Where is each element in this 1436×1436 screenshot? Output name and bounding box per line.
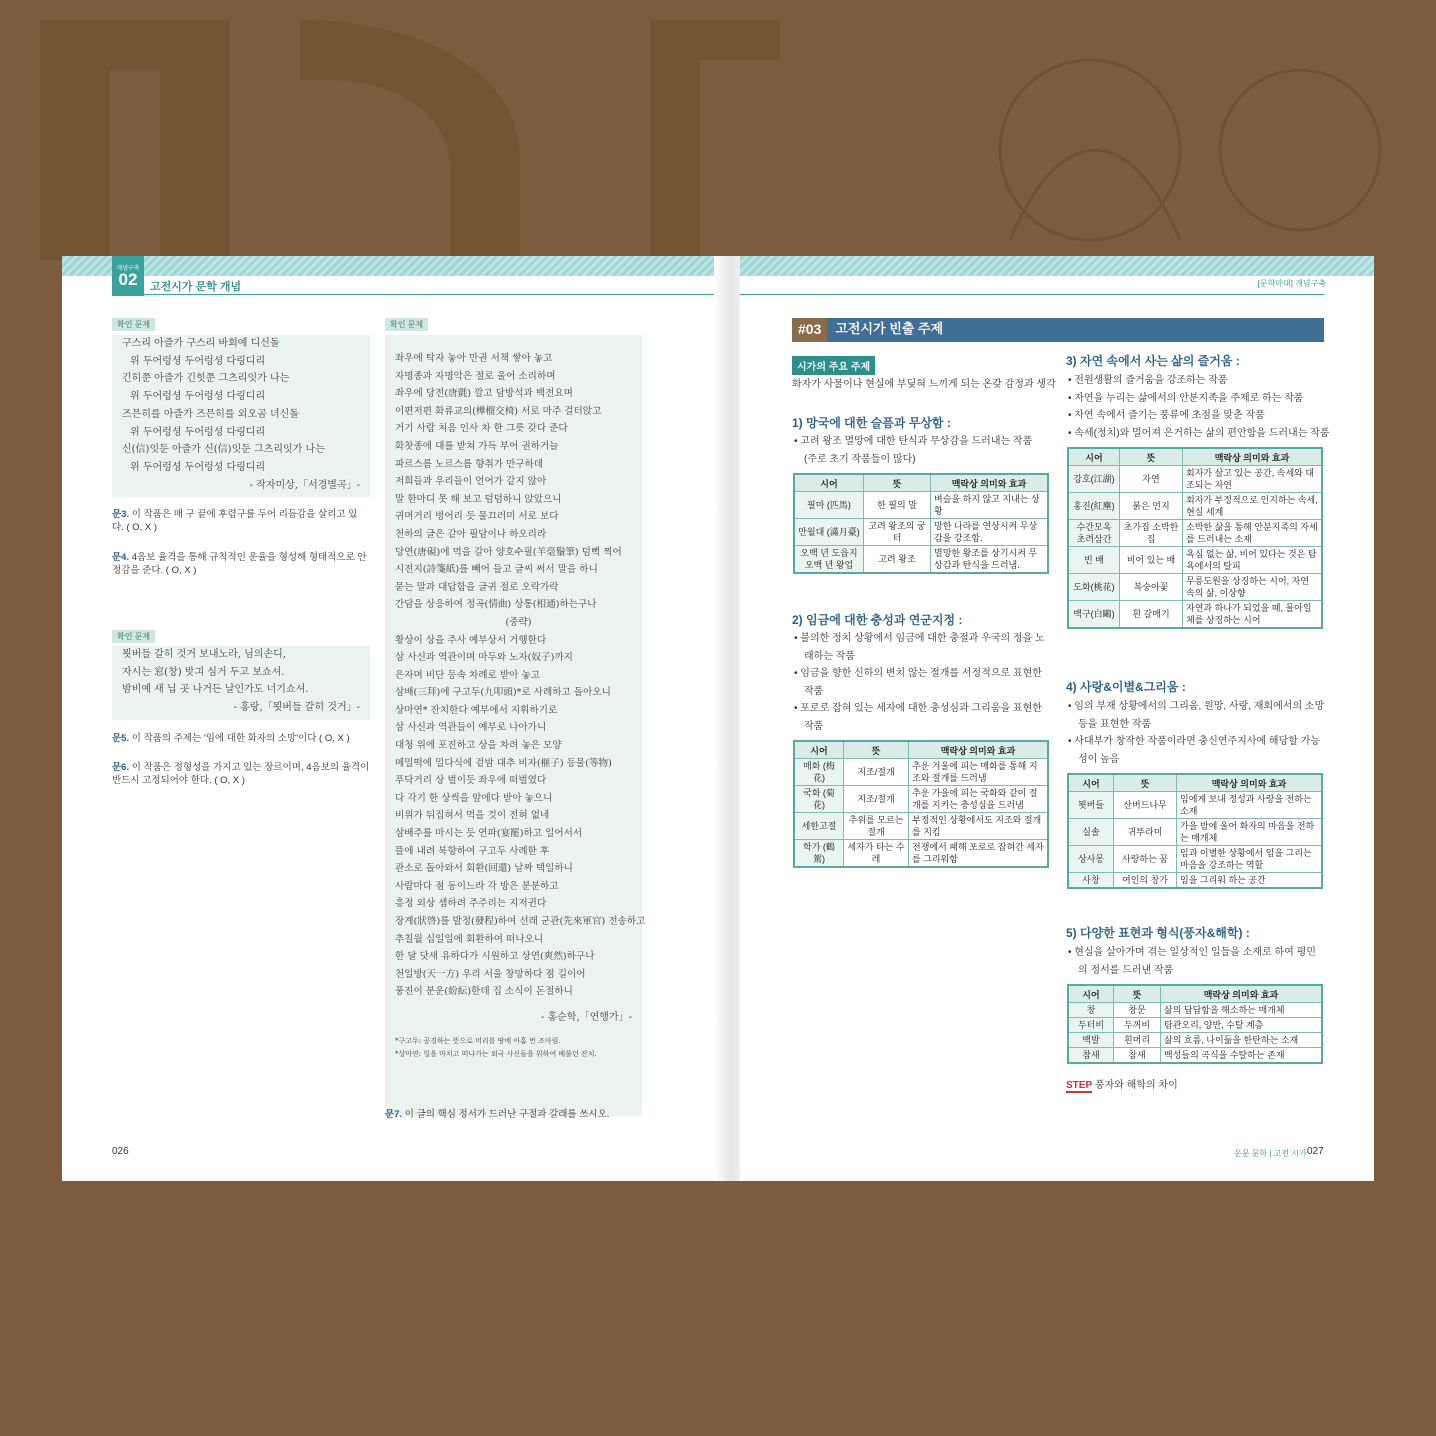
cell: 묏버들 [1068,792,1114,819]
s1-bullet-1b: (주로 초기 작품들이 많다) [804,453,916,465]
table-row [1068,493,1322,520]
cell: 고려 왕조의 궁터 [864,519,931,546]
table-row [1068,466,1322,493]
poem-line: 메밀떡에 밀다식에 겉밤 대추 비자(榧子) 등물(等物) [395,757,612,769]
cell: 한 필의 말 [864,492,931,519]
poem-line: 밤비예 새 닙 곳 나거든 날인가도 너기쇼셔. [122,684,309,696]
th-effect: 맥락상 의미와 효과 [931,474,1049,492]
table-2-header [794,741,1048,759]
intro-text: 화자가 사물이나 현실에 부딪혀 느끼게 되는 온갖 감정과 생각 [792,379,1056,390]
cell: 삶의 답답함을 해소하는 매개체 [1161,1003,1323,1018]
th-word: 시어 [1068,985,1114,1003]
table-row [1068,1018,1322,1033]
cell: 여인의 창가 [1114,873,1177,889]
s2-bullet-2: • 임금을 향한 신하의 변치 않는 절개를 서정적으로 표현한 [794,668,1042,680]
cell: 임을 그리워 하는 공간 [1177,873,1323,889]
poem-line: 좌우에 탁자 놓아 만권 서책 쌓아 놓고 [395,353,553,364]
cell: 탐관오리, 양반, 수탈 계층 [1161,1018,1323,1033]
cell: 빈 배 [1068,547,1120,574]
table-4-header [1068,774,1322,792]
poem-line: 위 두어렁셩 두어렁셩 다링디리 [130,426,266,438]
th-meaning: 뜻 [1114,985,1161,1003]
footnote-1: *구고두: 공경하는 뜻으로 머리를 땅에 아홉 번 조아림. [395,1036,561,1045]
cell: 두꺼비 [1114,1018,1161,1033]
q4-label: 문4. [112,552,130,563]
section-number: #03 [792,318,827,342]
table-3-header [1068,448,1322,466]
q6-text: 이 작품은 정형성을 가지고 있는 장르이며, 4음보의 율격이 반드시 고정되어야 한다. ( O, X ) [112,762,370,786]
table-row [794,840,1048,868]
cell: 추운 가을에 피는 국화와 같이 절개를 지키는 충성심을 드러냄 [909,786,1049,813]
poem-line: 한 달 닷새 유하다가 시원하고 상연(爽然)하구나 [395,951,595,963]
table-row [1068,1033,1322,1048]
topic-tag: 시가의 주요 주제 [792,356,875,375]
question-3 [112,508,362,534]
th-meaning: 뜻 [1120,448,1183,466]
poem-line: 말 한마디 못 해 보고 덤덤하니 앉았으니 [395,493,562,505]
poem-line: 위 두어렁셩 두어렁셩 다링디리 [130,355,266,367]
cell: 흰 갈매기 [1120,601,1183,629]
poem-line: 파르스름 노르스름 향취가 만구하데 [395,458,544,470]
cell: 국화 (菊花) [794,786,844,813]
poem-line: 뜰에 내려 북향하여 구고두 사례한 후 [395,845,550,857]
poem-line: 삼배주를 마시는 듯 연파(宴罷)하고 일어서서 [395,828,583,840]
cell: 지조/절개 [844,786,909,813]
poem-line: 귀머거리 벙어리 듯 물끄러미 서로 보다 [395,511,559,523]
table-1-header [794,474,1048,492]
s3-bullet: • 속세(정치)와 멀어져 은거하는 삶의 편안함을 드러내는 작품 [1068,427,1330,439]
right-header-rule [740,294,1324,295]
cell-text: 오백 년 도읍지 [800,548,858,558]
cell: 홍진(紅塵) [1068,493,1120,520]
s2-bullet-3b: 작품 [804,720,824,732]
s3-bullet: • 전원생활의 즐거움을 강조하는 작품 [1068,375,1228,386]
table-row [1068,601,1322,629]
s5-title: 5) 다양한 표현과 형식(풍자&해학) : [1066,926,1250,940]
cell: 강호(江湖) [1068,466,1120,493]
table-row [1068,574,1322,601]
table-row [1068,873,1322,889]
cell-text: 오백 년 왕업 [804,560,854,570]
th-effect: 맥락상 의미와 효과 [1161,985,1323,1003]
table-row [1068,547,1322,574]
poem-line: 묏버들 갈히 것거 보내노라, 님의손디, [122,649,286,660]
cell [794,546,864,574]
q3-label: 문3. [112,509,130,520]
poem-2 [122,646,370,699]
th-effect: 맥락상 의미와 효과 [1177,774,1323,792]
th-word: 시어 [1068,448,1120,466]
poem-line: 푸닥거리 상 벌이듯 좌우에 떠벌였다 [395,775,547,787]
s4-bullet-2b: 성이 높음 [1078,753,1120,765]
s4-bullet-2: • 사대부가 창작한 작품이라면 충신연주지사에 해당할 가능 [1068,736,1321,748]
left-page-number: 026 [112,1146,129,1157]
cell: 초가집 소박한집 [1120,520,1183,547]
poem-line: 시전지(詩箋紙)를 빼어 들고 글씨 써서 말을 하니 [395,564,598,576]
s1-bullets [794,433,1032,468]
cell: 매화 (梅花) [794,759,844,786]
table-row [794,519,1048,546]
cell: 욕심 없는 삶, 비어 있다는 것은 탐욕에서의 탈피 [1183,547,1323,574]
poem-box-3 [385,335,646,1116]
cell: 사랑하는 꿈 [1114,846,1177,873]
poem-line: 추칠월 십일일에 회환하여 떠나오니 [395,933,544,945]
table-4-body [1068,792,1322,889]
cell: 망한 나라를 연상시켜 무상감을 강조함. [931,519,1049,546]
poem-1 [122,335,370,477]
cell: 학가 (鶴駕) [794,840,844,868]
table-2-body [794,759,1048,868]
cell: 도화(桃花) [1068,574,1120,601]
table-5-header [1068,985,1322,1003]
cell: 백발 [1068,1033,1114,1048]
poem-line: 천하의 글은 같아 필담이나 하오리라 [395,528,547,540]
check-tag-1: 확인 문제 [112,318,155,331]
s3-bullet: • 자연을 누리는 삶에서의 안분지족을 주제로 하는 작품 [1068,392,1304,404]
poem-line: 삼배(三拜)에 구고두(九叩頭)*로 사례하고 돌아오니 [395,687,611,699]
cell: 회자가 살고 있는 공간, 속세와 대조되는 자연 [1183,466,1323,493]
poem-1-source: - 작자미상,「서경별곡」- [249,479,360,491]
poem-line: 황상이 상을 주사 예부상서 거행한다 [395,634,547,646]
question-6 [112,761,374,787]
poem-box-2 [112,646,370,720]
question-7 [385,1108,645,1121]
s4-bullets [1068,698,1324,768]
q6-label: 문6. [112,762,130,773]
cell: 참새 [1068,1048,1114,1064]
th-effect: 맥락상 의미와 효과 [909,741,1049,759]
th-meaning: 뜻 [1114,774,1177,792]
th-effect: 맥락상 의미와 효과 [1183,448,1323,466]
chapter-label: 개념구축 [116,266,140,272]
poem-line: 당연(唐硯)에 먹을 갈아 양호수필(羊毫鬚筆) 덤뻑 찍어 [395,546,622,558]
cell: 전쟁에서 패해 포로로 잡혀간 세자를 그리워함 [909,840,1049,868]
table-row [794,813,1048,840]
q5-text: 이 작품의 주제는 '임에 대한 화자의 소망'이다 ( O, X ) [131,733,350,744]
table-4 [1067,773,1323,889]
cell: 백구(白鷗) [1068,601,1120,629]
s2-bullets [794,630,1045,736]
th-word: 시어 [1068,774,1114,792]
table-row [1068,846,1322,873]
left-header-rule [144,294,714,295]
s3-title: 3) 자연 속에서 사는 삶의 즐거움 : [1066,354,1240,368]
q5-label: 문5. [112,733,130,744]
cell: 창문 [1114,1003,1161,1018]
open-book [62,256,1374,1181]
s5-bullet-1: • 현실을 살아가며 겪는 일상적인 일들을 소재로 하여 평민 [1068,947,1316,958]
background-decoration [0,0,1436,300]
s2-bullet-3: • 포로로 잡혀 있는 세자에 대한 충성심과 그리움을 표현한 [794,703,1042,715]
poem-line: 삼 사신과 역관이며 마두와 노자(奴子)까지 [395,652,573,664]
table-row [794,759,1048,786]
check-tag-3: 확인 문제 [385,318,428,331]
step-note [1066,1076,1178,1091]
cell: 지조/절개 [844,759,909,786]
th-meaning: 뜻 [864,474,931,492]
cell: 임에게 보내 정성과 사랑을 전하는 소재 [1177,792,1323,819]
right-footer: 운문 문학 | 고전 시가 [1234,1149,1307,1158]
table-1-body [794,492,1048,546]
section-bar [792,318,1324,342]
s5-bullet-1b: 의 정서를 드러낸 작품 [1078,964,1174,976]
table-3 [1067,447,1323,629]
table-2 [793,740,1049,868]
poem-line: 대청 위에 포진하고 상을 차려 놓은 모양 [395,740,562,752]
cell: 세한고절 [794,813,844,840]
poem-line: 장계(狀啓)를 발정(發程)하여 선래 군관(先來軍官) 전송하고 [395,916,646,927]
poem-box-1 [112,335,370,497]
right-page-number: 027 [1307,1146,1324,1157]
cell: 산버드나무 [1114,792,1177,819]
th-word: 시어 [794,741,844,759]
cell: 필마 (匹馬) [794,492,864,519]
s2-bullet-1: • 불의한 정치 상황에서 임금에 대한 충절과 우국의 정을 노 [794,633,1045,644]
cell: 자연 [1120,466,1183,493]
table-row [1068,520,1322,547]
question-5 [112,732,374,745]
step-label: STEP [1066,1080,1093,1091]
cell: 삶의 흐름, 나이듦을 한탄하는 소재 [1161,1033,1323,1048]
question-4 [112,551,374,577]
cell: 만월대 (滿月臺) [794,519,864,546]
poem-line: 천일방(天一方) 우리 서울 창망하다 점 길이어 [395,968,586,980]
cell: 가을 밤에 울어 화자의 마음을 전하는 매개체 [1177,819,1323,846]
cell: 소박한 삶을 통해 안분지족의 자세를 드러내는 소재 [1183,520,1323,547]
section-title: 고전시가 빈출 주제 [835,321,944,336]
chapter-badge [112,256,144,296]
s3-bullets [1068,372,1329,442]
step-text: 풍자와 해학의 차이 [1094,1080,1178,1091]
table-row [1068,1048,1322,1064]
cell: 사창 [1068,873,1114,889]
s1-bullet-1: • 고려 왕조 멸망에 대한 탄식과 무상감을 드러내는 작품 [794,436,1033,447]
poem-line: 좌우에 당전(唐氈) 깔고 담방석과 백전요며 [395,388,573,400]
s5-bullets [1068,944,1316,979]
table-row [1068,819,1322,846]
s4-title: 4) 사랑&이별&그리움 : [1066,680,1186,694]
poem-line: 화찻종에 대를 받쳐 가득 부어 권하거늘 [395,440,559,452]
book-spine [714,256,740,1181]
cell: 흰머리 [1114,1033,1161,1048]
poem-line: 자명종과 자명악은 절로 울어 소리하며 [395,370,556,382]
cell: 벼슬을 하지 않고 지내는 상황 [931,492,1049,519]
q3-text: 이 작품은 매 구 끝에 후렴구를 두어 리듬감을 살리고 있다. ( O, X ) [112,509,358,533]
table-row [794,492,1048,519]
cell: 멸망한 왕조를 상기시켜 무상감과 탄식을 드러냄. [931,546,1049,574]
table-5-body [1068,1003,1322,1064]
poem-3 [395,350,646,1001]
cell: 추운 겨울에 피는 매화를 통해 지조와 절개를 드러냄 [909,759,1049,786]
poem-line: 다 각기 한 상씩을 앞에다 받아 놓으니 [395,792,553,804]
s2-title: 2) 임금에 대한 충성과 연군지정 : [792,613,963,627]
q4-text: 4음보 율격을 통해 규칙적인 운율을 형성해 형태적으로 안정감을 준다. ( O, X ) [112,552,367,576]
table-1 [793,473,1049,574]
s3-bullet: • 자연 속에서 즐기는 풍류에 초점을 맞춘 작품 [1068,410,1265,422]
poem-line: 삼 사신과 역관들이 예부로 나아가니 [395,722,547,734]
poem-line: 저희들과 우리들이 언어가 같지 않아 [395,476,547,488]
table-3-body [1068,466,1322,629]
cell: 백성들의 곡식을 수탈하는 존재 [1161,1048,1323,1064]
table-row [1068,792,1322,819]
th-word: 시어 [794,474,864,492]
cell: 참새 [1114,1048,1161,1064]
chapter-number: 02 [118,270,138,289]
poem-line: 사람마다 점 동이느라 각 방은 분분하고 [395,880,559,892]
poem-line: 위 두어렁셩 두어렁셩 다링디리 [130,461,266,473]
poem-line: 즈믄히를 아즐가 즈믄히를 외오곰 녀신돌 [122,408,299,420]
cell: 세자가 타는 수레 [844,840,909,868]
poem-line: 긴히쭌 아즐가 긴힛쭌 그츠리잇가 나는 [122,373,290,385]
s4-bullet-1: • 임의 부재 상황에서의 그리움, 원망, 사랑, 재회에서의 소망 [1068,701,1325,712]
cell: 임과 이별한 상황에서 임을 그리는 마음을 강조하는 역할 [1177,846,1323,873]
cell: 비어 있는 배 [1120,547,1183,574]
table-5 [1067,984,1323,1064]
cell: 두터비 [1068,1018,1114,1033]
poem-line: 자시는 窓(창) 밧긔 심거 두고 보쇼셔. [122,666,285,678]
cell: 붉은 먼지 [1120,493,1183,520]
poem-line: 비위가 뒤집혀서 먹을 것이 전혀 없네 [395,810,550,822]
poem-line: (중략) [505,616,532,628]
s1-title: 1) 망국에 대한 슬픔과 무상함 : [792,416,951,430]
cell: 추위를 모르는 절개 [844,813,909,840]
footnote-2: *상마연: 일을 마치고 떠나가는 외국 사신들을 위하여 베풀던 잔치. [395,1049,597,1058]
poem-line: 위 두어렁셩 두어렁셩 다링디리 [130,391,266,403]
poem-line: 은자며 비단 등속 차례로 받아 놓고 [395,669,540,681]
table-row [794,786,1048,813]
cell: 회자가 부정적으로 인지하는 속세, 현실 세계 [1183,493,1323,520]
cell: 상사몽 [1068,846,1114,873]
cell: 무릉도원을 상징하는 시어, 자연 속의 삶, 이상향 [1183,574,1323,601]
cell: 귀뚜라미 [1114,819,1177,846]
s2-bullet-1b: 래하는 작품 [804,650,856,662]
chapter-title: 고전시가 문학 개념 [150,281,242,293]
right-header: [문학마대] 개념구축 [1257,279,1326,288]
poem-line: 구스리 아즐가 구스리 바회예 디신돌 [122,338,280,349]
poem-line: 간담을 상응하여 정곡(情曲) 상통(相通)하는구나 [395,599,597,611]
poem-line: 흥정 외상 셈하려 주주리는 지저귄다 [395,898,547,910]
poem-line: 묻는 말과 대답함을 글귀 절로 오락가락 [395,581,559,593]
poem-3-source: - 홍순학,「연행가」- [540,1011,632,1023]
q7-label: 문7. [385,1109,403,1120]
cell: 실솔 [1068,819,1114,846]
q7-text: 이 글의 핵심 정서가 드러난 구절과 갈래를 쓰시오. [404,1109,610,1120]
poem-line: 거기 사람 처음 인사 차 한 그릇 갖다 준다 [395,423,568,435]
s2-bullet-2b: 작품 [804,685,824,697]
s4-bullet-1b: 등을 표현한 작품 [1078,718,1152,730]
cell: 창 [1068,1003,1114,1018]
poem-line: 이편저편 화류교의(樺榴交椅) 서로 마주 걸터앉고 [395,405,602,417]
poem-line: 풍진이 분운(紛紜)한데 집 소식이 돈절하니 [395,986,573,998]
table-row [794,546,1048,574]
cell: 자연과 하나가 되었을 때, 물아일체를 상징하는 시어 [1183,601,1323,629]
table-row [1068,1003,1322,1018]
check-tag-2: 확인 문제 [112,630,155,643]
poem-2-source: - 홍랑,「묏버들 갈히 것거」- [233,702,360,714]
cell: 고려 왕조 [864,546,931,574]
cell: 부정적인 상황에서도 지조와 절개를 지킴 [909,813,1049,840]
cell: 수간모옥 초려삼간 [1068,520,1120,547]
poem-line: 신(信)잇둔 아즐가 신(信)잇둔 그츠리잇가 나는 [122,444,325,456]
poem-line: 관소로 돌아와서 회환(回還) 날짜 택일하니 [395,863,573,875]
th-meaning: 뜻 [844,741,909,759]
cell: 복숭아꽃 [1120,574,1183,601]
poem-line: 상마연* 잔치한다 예부에서 지휘하기로 [395,704,558,716]
